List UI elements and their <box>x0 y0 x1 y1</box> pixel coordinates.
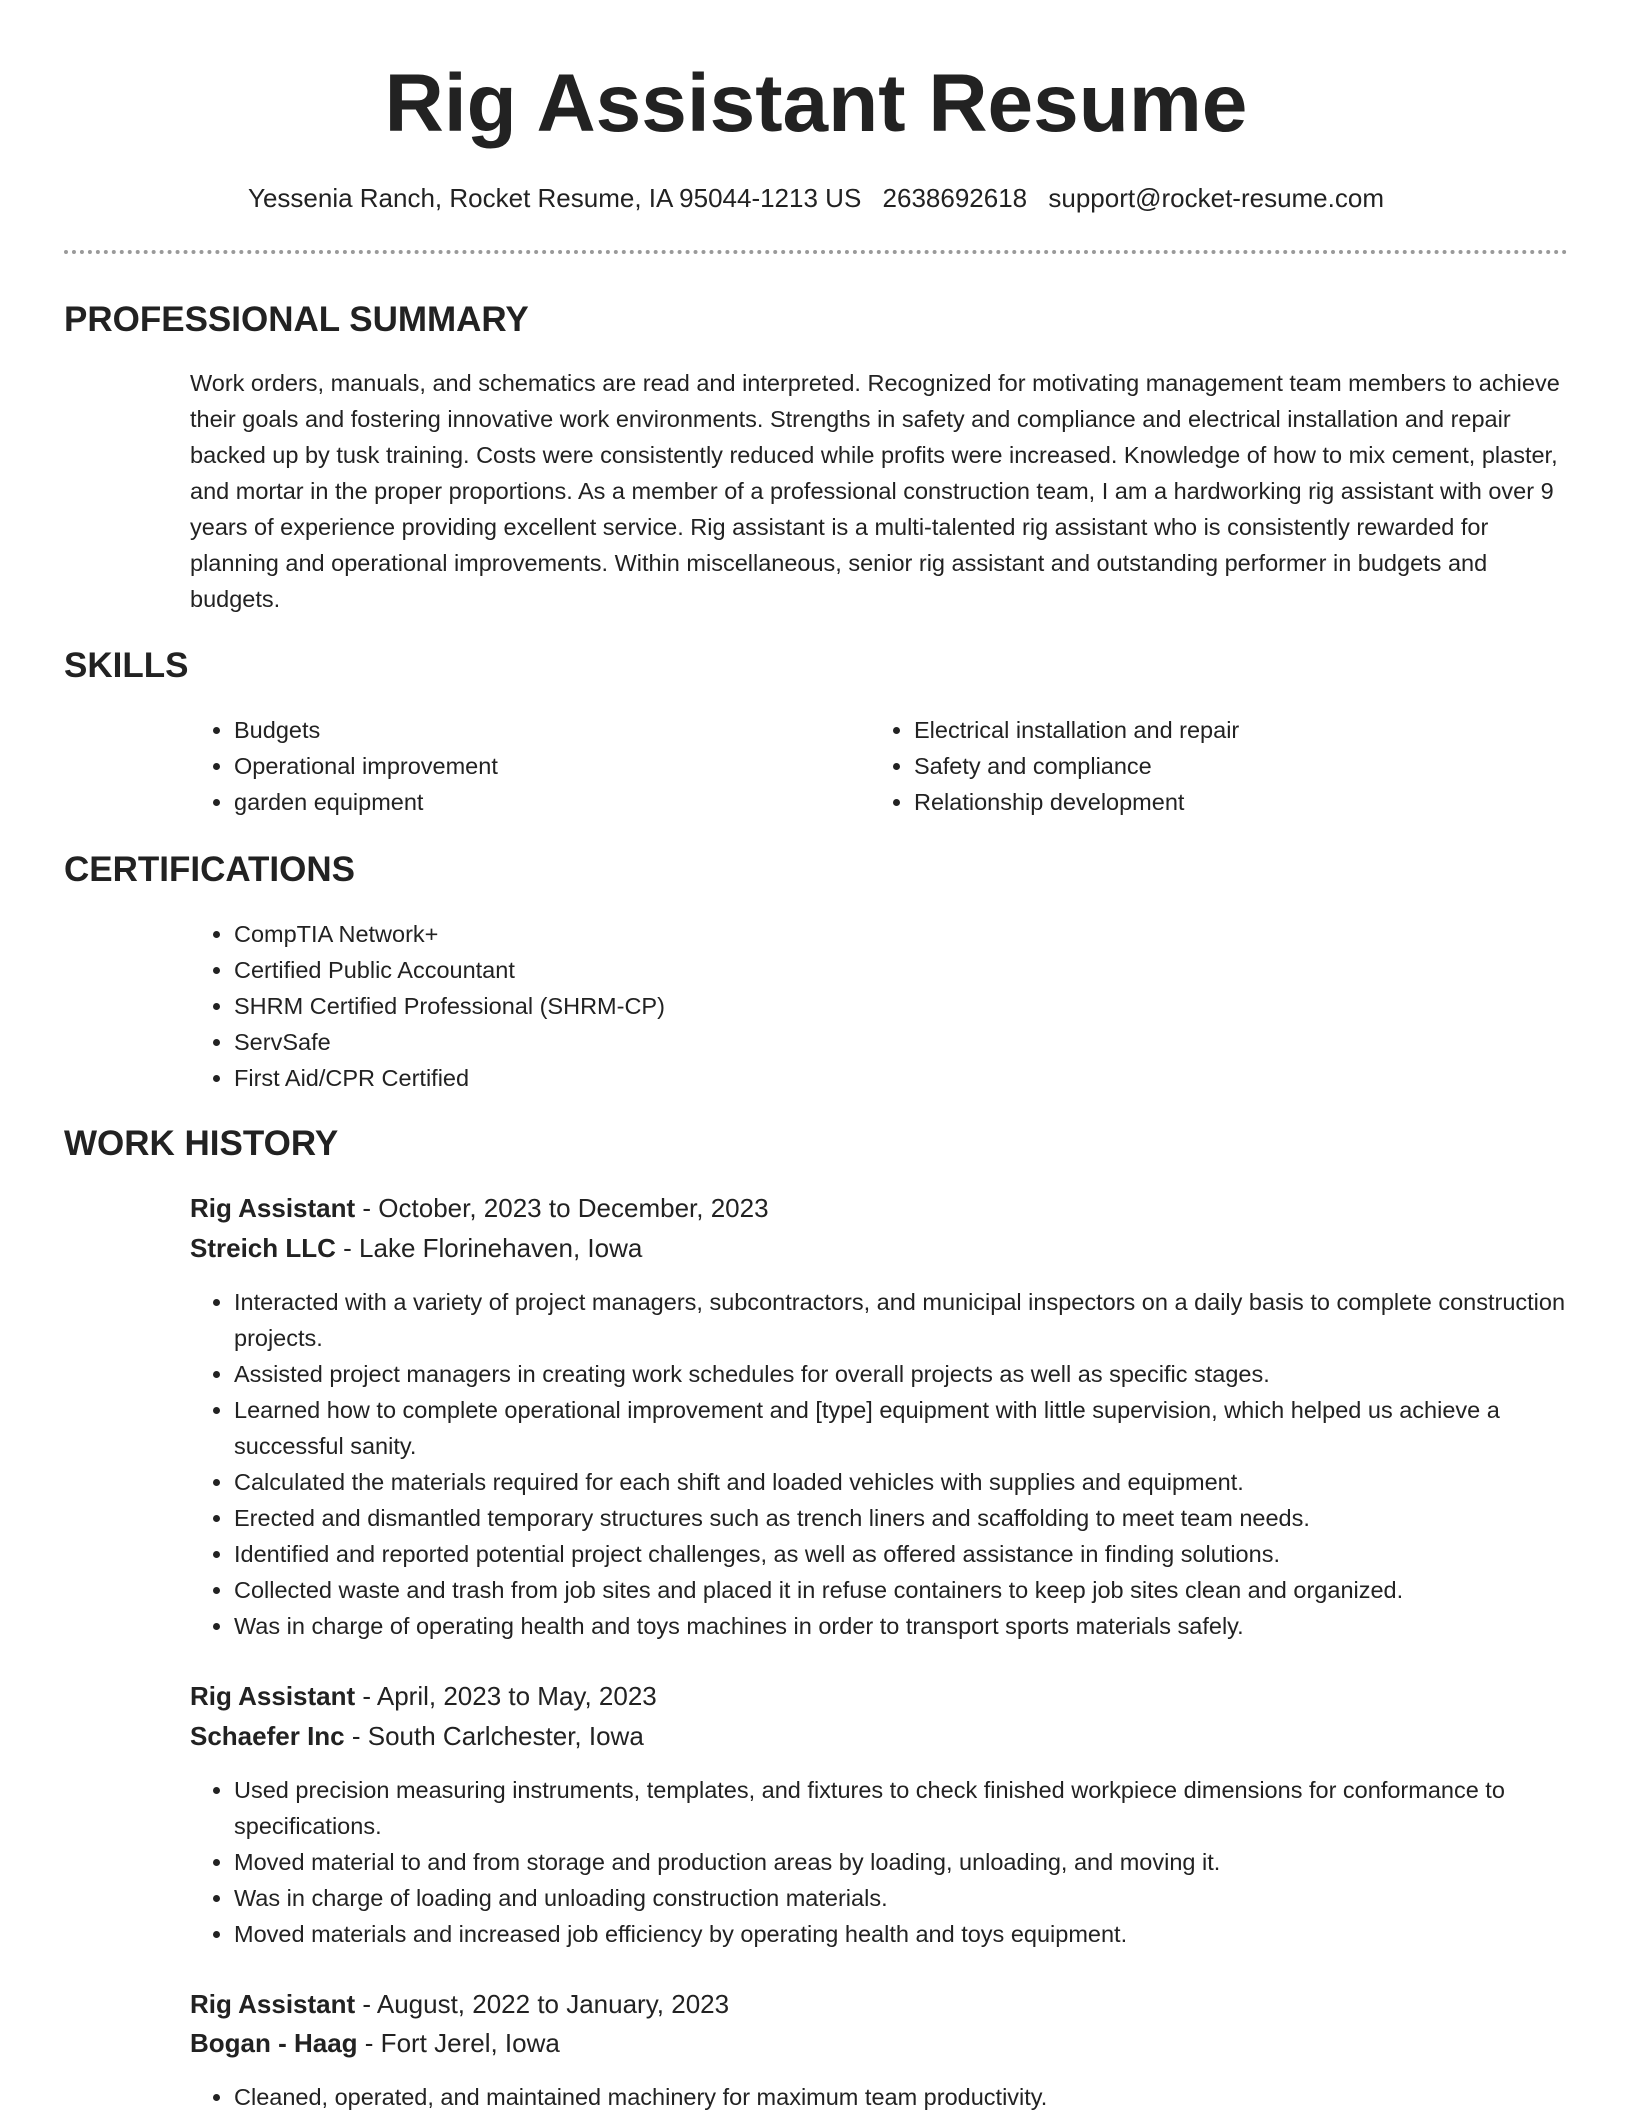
job-bullets <box>190 1772 1612 1952</box>
skill-item: • Safety and compliance <box>914 748 1564 784</box>
job-title-line <box>190 1679 657 1713</box>
certification-item: • First Aid/CPR Certified <box>234 1060 1134 1096</box>
job-bullets <box>190 1284 1612 1644</box>
job-bullet: • Assisted project managers in creating work schedules for overall projects as well as specific stages. <box>234 1356 1612 1392</box>
skill-item: • Relationship development <box>914 784 1564 820</box>
work-history-heading: WORK HISTORY <box>64 1124 339 1163</box>
skills-list-right <box>870 712 1564 820</box>
skill-item: • Electrical installation and repair <box>914 712 1564 748</box>
certification-item: • Certified Public Accountant <box>234 952 1134 988</box>
job-dates: - August, 2022 to January, 2023 <box>355 1989 730 2019</box>
skills-list-left <box>190 712 834 820</box>
job-company: Schaefer Inc <box>190 1721 345 1751</box>
certifications-list <box>190 916 1134 1096</box>
summary-text: Work orders, manuals, and schematics are read and interpreted. Recognized for motivating management team members to achieve their goals and fostering innovative work environments. Strengths in safety and compliance and electrical installation and repair backed up by tusk training. Costs were consistently reduced while profits were increased. Knowledge of how to mix cement, plaster, and mortar in the proper proportions. As a member of a professional construction team, I am a hardworking rig assistant with over 9 years of experience providing excellent service. Rig assistant is a multi-talented rig assistant who is consistently rewarded for planning and operational improvements. Within miscellaneous, senior rig assistant and outstanding performer in budgets and budgets. <box>190 370 1560 612</box>
job-company-line <box>190 1231 642 1265</box>
job-company: Streich LLC <box>190 1233 336 1263</box>
contact-address: Yessenia Ranch, Rocket Resume, IA 95044-1213 US <box>247 183 862 213</box>
job-title: Rig Assistant <box>190 1681 356 1711</box>
certifications-heading: CERTIFICATIONS <box>64 850 356 889</box>
job-bullet: • Was in charge of operating health and toys machines in order to transport sports materials safely. <box>234 1608 1612 1644</box>
job-title: Rig Assistant <box>190 1193 356 1223</box>
job-title-line <box>190 1987 729 2021</box>
skills-heading: SKILLS <box>64 646 189 685</box>
job-bullet: • Moved materials and increased job efficiency by operating health and toys equipment. <box>234 1916 1612 1952</box>
job-bullets <box>190 2079 1612 2112</box>
job-title-line <box>190 1191 769 1225</box>
job-dates: - April, 2023 to May, 2023 <box>355 1681 657 1711</box>
certification-item: • CompTIA Network+ <box>234 916 1134 952</box>
skill-item: • Budgets <box>234 712 834 748</box>
job-company: Bogan - Haag <box>190 2028 358 2058</box>
contact-email: support@rocket-resume.com <box>1048 183 1384 213</box>
contact-line <box>0 181 1632 215</box>
job-location: - Fort Jerel, Iowa <box>357 2028 560 2058</box>
job-bullet: • Learned how to complete operational improvement and [type] equipment with little supervision, which helped us achieve a successful sanity. <box>234 1392 1612 1464</box>
job-dates: - October, 2023 to December, 2023 <box>355 1193 769 1223</box>
job-bullet: • Used precision measuring instruments, templates, and fixtures to check finished workpiece dimensions for conformance to specifications. <box>234 1772 1612 1844</box>
contact-phone: 2638692618 <box>882 183 1028 213</box>
skill-item: • garden equipment <box>234 784 834 820</box>
job-bullet: • Was in charge of loading and unloading construction materials. <box>234 1880 1612 1916</box>
resume-title: Rig Assistant Resume <box>384 58 1248 149</box>
job-bullet: • Identified and reported potential project challenges, as well as offered assistance in finding solutions. <box>234 1536 1612 1572</box>
job-bullet: • Calculated the materials required for each shift and loaded vehicles with supplies and equipment. <box>234 1464 1612 1500</box>
job-bullet: • Cleaned, operated, and maintained machinery for maximum team productivity. <box>234 2079 1612 2112</box>
job-bullet: • Interacted with a variety of project managers, subcontractors, and municipal inspectors on a daily basis to complete construction projects. <box>234 1284 1612 1356</box>
header-divider <box>64 250 1568 254</box>
job-bullet: • Erected and dismantled temporary structures such as trench liners and scaffolding to meet team needs. <box>234 1500 1612 1536</box>
job-company-line <box>190 2026 560 2060</box>
job-bullet: • Moved material to and from storage and production areas by loading, unloading, and moving it. <box>234 1844 1612 1880</box>
certification-item: • SHRM Certified Professional (SHRM-CP) <box>234 988 1134 1024</box>
job-title: Rig Assistant <box>190 1989 356 2019</box>
summary-heading: PROFESSIONAL SUMMARY <box>64 300 529 339</box>
certification-item: • ServSafe <box>234 1024 1134 1060</box>
job-location: - South Carlchester, Iowa <box>344 1721 644 1751</box>
job-location: - Lake Florinehaven, Iowa <box>335 1233 643 1263</box>
job-company-line <box>190 1719 644 1753</box>
skill-item: • Operational improvement <box>234 748 834 784</box>
job-bullet: • Collected waste and trash from job sites and placed it in refuse containers to keep job sites clean and organized. <box>234 1572 1612 1608</box>
